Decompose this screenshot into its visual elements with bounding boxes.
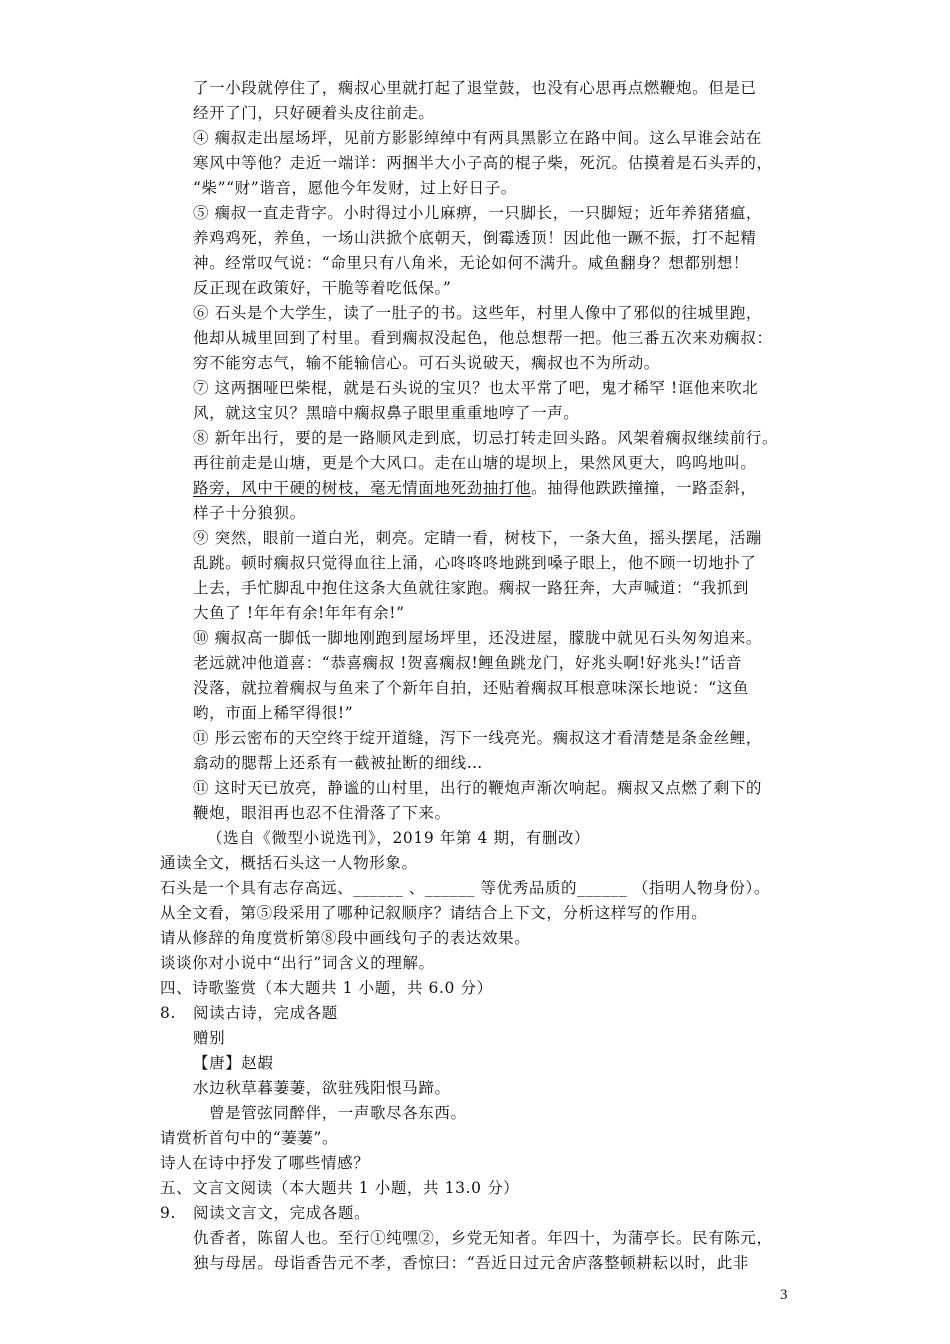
story-line: 反正现在政策好，干脆等着吃低保。” bbox=[193, 279, 452, 297]
story-line: ⑩ 瘸叔高一脚低一脚地刚跑到屋场坪里，还没进屋，朦胧中就见石头匆匆追来。 bbox=[193, 629, 763, 647]
question: 从全文看，第⑤段采用了哪种记叙顺序？请结合上下文，分析这样写的作用。 bbox=[160, 904, 708, 922]
story-line: ⑪ 彤云密布的天空终于绽开道缝，泻下一线亮光。瘸叔这才看清楚是条金丝鲤， bbox=[193, 729, 763, 747]
poem-line: 曾是管弦同醉伴，一声歌尽各东西。 bbox=[209, 1104, 467, 1122]
poem-title: 赠别 bbox=[193, 1029, 226, 1047]
question: 请从修辞的角度赏析第⑧段中画线句子的表达效果。 bbox=[160, 929, 531, 947]
question: 通读全文，概括石头这一人物形象。 bbox=[160, 854, 418, 872]
story-line: 风，就这宝贝？黑暗中瘸叔鼻子眼里重重地哼了一声。 bbox=[193, 404, 580, 422]
story-line: 哟，市面上稀罕得很!” bbox=[193, 704, 354, 722]
story-line: 老远就冲他道喜：“恭喜瘸叔 !贺喜瘸叔!鲤鱼跳龙门，好兆头啊!好兆头!”话音 bbox=[193, 654, 742, 672]
story-line: 没落，就拉着瘸叔与鱼来了个新年自拍，还贴着瘸叔耳根意味深长地说：“这鱼 bbox=[193, 679, 749, 697]
question-fill-blank: 石头是一个具有志存高远、______ 、______ 等优秀品质的______ （指明人物身份）。 bbox=[160, 879, 770, 897]
page-number: 3 bbox=[780, 1287, 788, 1303]
story-line: 再往前走是山塘，更是个大风口。走在山塘的堤坝上，果然风更大，呜呜地叫。 bbox=[193, 454, 757, 472]
section-heading: 四、诗歌鉴赏（本大题共 1 小题，共 6.0 分） bbox=[160, 979, 493, 997]
story-line: 神。经常叹气说：“命里只有八角米，无论如何不满升。咸鱼翻身？想都别想！ bbox=[193, 254, 749, 272]
question: 诗人在诗中抒发了哪些情感？ bbox=[160, 1154, 370, 1172]
story-line: ⑥ 石头是个大学生，读了一肚子的书。这些年，村里人像中了邪似的往城里跑， bbox=[193, 304, 763, 322]
story-line: ⑤ 瘸叔一直走背字。小时得过小儿麻痹，一只脚长，一只脚短；近年养猪猪瘟， bbox=[193, 204, 763, 222]
poem-line: 水边秋草暮萋萋，欲驻残阳恨马蹄。 bbox=[193, 1079, 451, 1097]
question-number: 8. bbox=[160, 1004, 176, 1022]
story-line: 他却从城里回到了村里。看到瘸叔没起色，他总想帮一把。他三番五次来劝瘸叔： bbox=[193, 329, 773, 347]
story-line: ⑧ 新年出行，要的是一路顺风走到底，切忌打转走回头路。风架着瘸叔继续前行。 bbox=[193, 429, 779, 447]
story-line-underlined bbox=[193, 477, 757, 499]
story-line: 穷不能穷志气，输不能输信心。可石头说破天，瘸叔也不为所动。 bbox=[193, 354, 660, 372]
question-text: 阅读古诗，完成各题 bbox=[193, 1004, 338, 1022]
source-citation: （选自《微型小说选刊》，2019 年第 4 期，有删改） bbox=[207, 829, 591, 847]
story-line: 大鱼了 !年年有余!年年有余!” bbox=[193, 604, 405, 622]
question-text: 阅读文言文，完成各题。 bbox=[193, 1204, 371, 1222]
question: 谈谈你对小说中“出行”词含义的理解。 bbox=[160, 954, 435, 972]
story-line: ④ 瘸叔走出屋场坪，见前方影影绰绰中有两具黑影立在路中间。这么早谁会站在 bbox=[193, 129, 763, 147]
story-line: ⑨ 突然，眼前一道白光，刺亮。定睛一看，树枝下，一条大鱼，摇头摆尾，活蹦 bbox=[193, 529, 763, 547]
underlined-sentence: 路旁，风中干硬的树枝，毫无情面地死劲抽打他 bbox=[193, 479, 532, 497]
story-line: ⑦ 这两捆哑巴柴棍，就是石头说的宝贝？也太平常了吧，鬼才稀罕 !诓他来吹北 bbox=[193, 379, 759, 397]
classical-text-line: 仇香者，陈留人也。至行①纯嘿②，乡党无知者。年四十，为蒲亭长。民有陈元， bbox=[193, 1229, 773, 1247]
story-line: 样子十分狼狈。 bbox=[193, 504, 306, 522]
section-heading: 五、文言文阅读（本大题共 1 小题，共 13.0 分） bbox=[160, 1179, 520, 1197]
story-line: 上去，手忙脚乱中抱住这条大鱼就往家跑。瘸叔一路狂奔，大声喊道：“我抓到 bbox=[193, 579, 749, 597]
classical-text-line: 独与母居。母诣香告元不孝，香惊曰：“吾近日过元舍庐落整顿耕耘以时，此非 bbox=[193, 1254, 749, 1272]
story-line: 寒风中等他？走近一端详：两捆半大小子高的棍子柴，死沉。估摸着是石头弄的， bbox=[193, 154, 773, 172]
story-line: 翕动的腮帮上还系有一截被扯断的细线… bbox=[193, 754, 483, 772]
question: 请赏析首句中的“萋萋”。 bbox=[160, 1129, 339, 1147]
question-number: 9. bbox=[160, 1204, 176, 1222]
story-line: “柴”“财”谐音，愿他今年发财，过上好日子。 bbox=[193, 179, 517, 197]
story-line: 鞭炮，眼泪再也忍不住滑落了下来。 bbox=[193, 804, 451, 822]
story-line: 经开了门，只好硬着头皮往前走。 bbox=[193, 104, 435, 122]
story-line-rest: 。抽得他跌跌撞撞，一路歪斜， bbox=[531, 479, 757, 497]
story-line: ⑪ 这时天已放亮，静谧的山村里，出行的鞭炮声渐次响起。瘸叔又点燃了剩下的 bbox=[193, 779, 763, 797]
story-line: 了一小段就停住了，瘸叔心里就打起了退堂鼓，也没有心思再点燃鞭炮。但是已 bbox=[193, 79, 757, 97]
story-line: 乱跳。顿时瘸叔只觉得血往上涌，心咚咚咚地跳到嗓子眼上，他不顾一切地扑了 bbox=[193, 554, 757, 572]
poem-author: 【唐】赵嘏 bbox=[193, 1054, 274, 1072]
story-line: 养鸡鸡死，养鱼，一场山洪掀个底朝天，倒霉透顶！因此他一蹶不振，打不起精 bbox=[193, 229, 757, 247]
